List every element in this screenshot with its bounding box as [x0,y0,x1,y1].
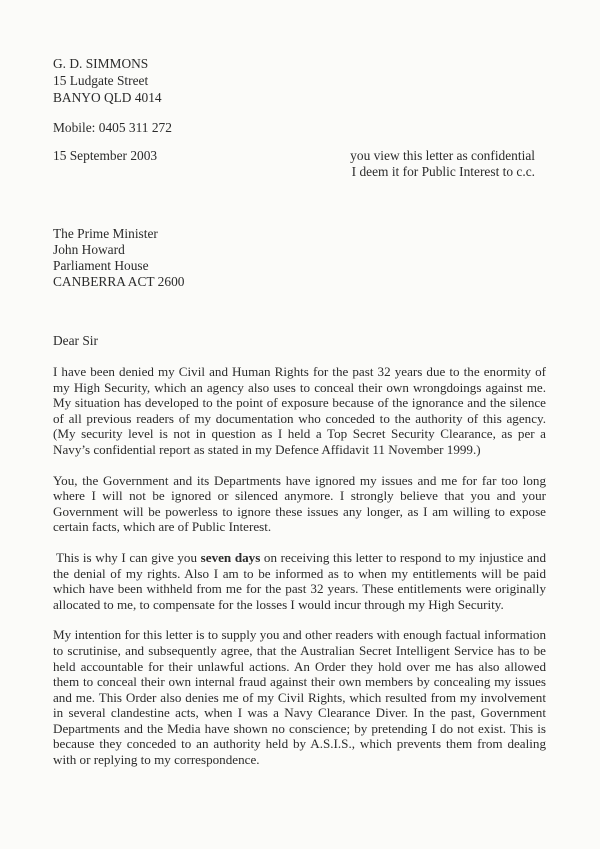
paragraph-2: You, the Government and its Departments have ignored my issues and me for far too long where I will not be ignored or silenced anymore. I strongly believe that you and your Government will be powerless to ignore these issues any longer, as I am willing to expose certain facts, which are of Public Interest. [53,472,546,535]
paragraph-3 [53,550,546,612]
paragraph-3-start: This is why I can give you [56,549,201,565]
recipient-title: The Prime Minister [53,226,158,241]
letter-date: 15 September 2003 [53,148,158,163]
deadline-emphasis: seven days [200,549,261,565]
notice-line-2: I deem it for Public Interest to c.c. [351,164,535,179]
recipient-address [53,226,184,290]
notice-line-1: you view this letter as confidential [350,148,535,163]
letter-body [53,364,546,783]
paragraph-1: I have been denied my Civil and Human Rights for the past 32 years due to the enormity of my High Security, which an agency also uses to conceal their own wrongdoings against me. My situation has developed to the point of exposure because of the ignorance and the silence of all previous readers of my documentation who conceded to the authority of this agency. (My security level is not in question as I held a Top Secret Security Clearance, as per a Navy’s confidential report as stated in my Defence Affidavit 11 November 1999.) [53,364,546,457]
paragraph-3-rest: on receiving this letter to respond to my injustice and the denial of my rights. Also I am to be informed as to when my entitlements will be paid which have been withheld from me for the past 32 years. These entitlements were originally allocated to me, to compensate for the losses I would incur through my High Security. [53,549,546,612]
recipient-city: CANBERRA ACT 2600 [53,274,185,289]
sender-name: G. D. SIMMONS [53,56,149,71]
sender-street: 15 Ludgate Street [53,73,149,88]
sender-mobile: Mobile: 0405 311 272 [53,120,172,135]
confidential-notice [320,148,535,180]
recipient-building: Parliament House [53,258,149,273]
recipient-name: John Howard [53,242,125,257]
salutation: Dear Sir [53,333,98,348]
sender-address [53,55,162,106]
sender-city: BANYO QLD 4014 [53,90,162,105]
paragraph-4: My intention for this letter is to supply you and other readers with enough factual information to scrutinise, and subsequently agree, that the Australian Secret Intelligent Service has to be held accountable for their unlawful actions. An Order they hold over me has also allowed them to conceal their own internal fraud against their own members by concealing my issues and me. This Order also denies me of my Civil Rights, which resulted from my involvement in several clandestine acts, when I was a Navy Clearance Diver. In the past, Government Departments and the Media have shown no conscience; by pretending I do not exist. This is because they conceded to an authority held by A.S.I.S., which prevents them from dealing with or replying to my correspondence. [53,627,546,768]
